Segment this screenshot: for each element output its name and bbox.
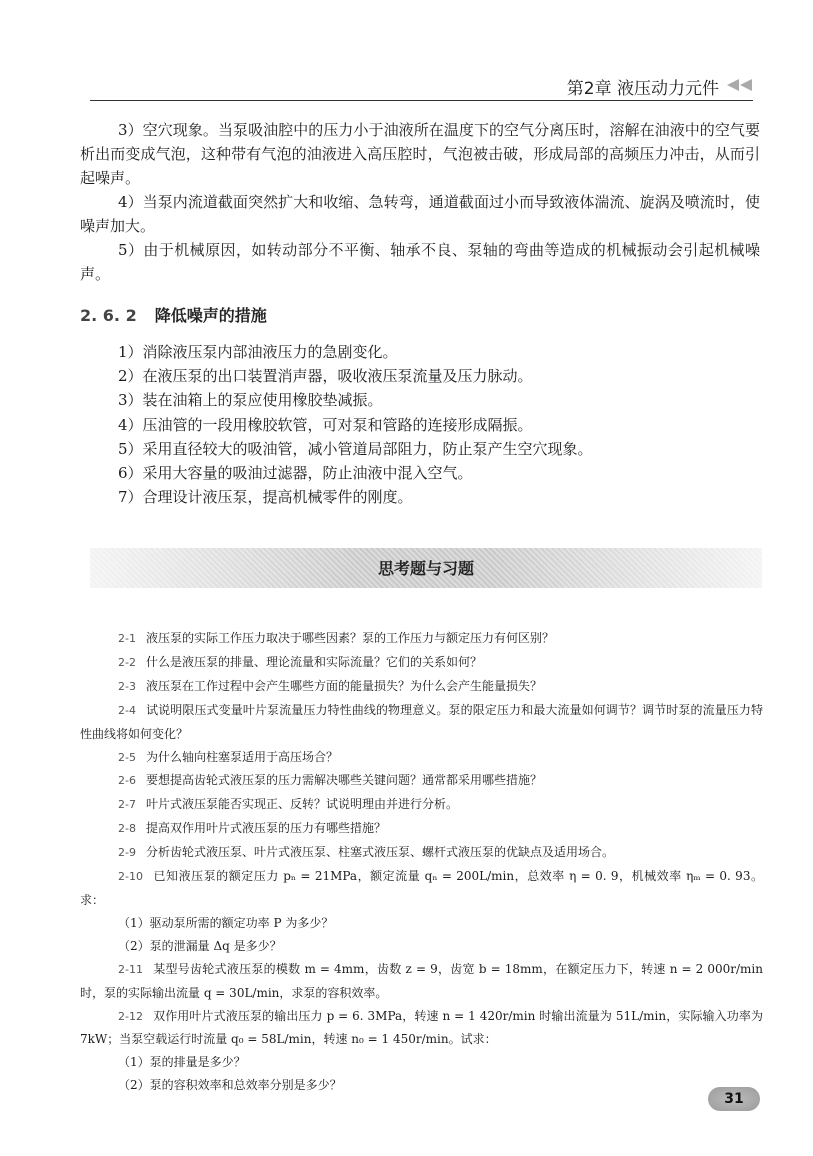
list-item: 5）采用直径较大的吸油管，减小管道局部阻力，防止泵产生空穴现象。 [118,439,593,458]
noise-causes [80,118,760,286]
paragraph: 4）当泵内流道截面突然扩大和收缩、急转弯，通道截面过小而导致液体湍流、旋涡及喷流时，使噪声加大。 [80,193,760,235]
exercise-item [80,817,763,841]
exercise-item [80,865,763,912]
exercise-list [80,627,763,1097]
exercise-number: 2-6 [118,774,136,788]
exercise-item [80,793,763,817]
exercise-text: 液压泵的实际工作压力取决于哪些因素？泵的工作压力与额定压力有何区别？ [145,631,554,645]
exercise-number: 2-11 [118,962,143,976]
section-title: 降低噪声的措施 [154,306,267,325]
exercise-number: 2-2 [118,655,136,669]
exercise-text: 什么是液压泵的排量、理论流量和实际流量？它们的关系如何？ [145,654,482,669]
exercise-text: 液压泵在工作过程中会产生哪些方面的能量损失？为什么会产生能量损失？ [145,678,542,693]
exercise-item [80,627,763,651]
chapter-title: 第2章 液压动力元件 [566,79,719,99]
exercise-number: 2-12 [118,1009,143,1023]
banner-title: 思考题与习题 [377,559,474,578]
exercise-item [80,841,763,865]
exercise-text: 叶片式液压泵能否实现正、反转？试说明理由并进行分析。 [145,797,458,812]
exercise-text: 某型号齿轮式液压泵的模数 m = 4mm，齿数 z = 9，齿宽 b = 18mm，在额定压力下，转速 n = 2 000r/min时，泵的实际输出流量 q = 30L/min，求泵的容积效率。 [80,961,763,1000]
exercise-text: 要想提高齿轮式液压泵的压力需解决哪些关键问题？通常都采用哪些措施？ [145,773,542,788]
exercises-banner [90,548,762,588]
measures-list [118,340,593,509]
list-item: 4）压油管的一段用橡胶软管，可对泵和管路的连接形成隔振。 [118,415,533,434]
section-number: 2. 6. 2 [80,306,137,325]
exercise-item [80,958,763,1005]
exercise-number: 2-10 [118,870,143,884]
exercise-number: 2-9 [118,846,136,860]
double-arrow-left-icon [725,78,753,92]
sub-question: （2）泵的容积效率和总效率分别是多少？ [118,1078,342,1093]
sub-question: （2）泵的泄漏量 Δq 是多少？ [118,938,282,953]
running-header [90,72,753,101]
list-item: 6）采用大容量的吸油过滤器，防止油液中混入空气。 [118,464,473,483]
exercise-text: 分析齿轮式液压泵、叶片式液压泵、柱塞式液压泵、螺杆式液压泵的优缺点及适用场合。 [145,845,614,860]
exercise-item [80,651,763,675]
section-heading [80,303,267,326]
exercise-item [80,699,763,746]
exercise-number: 2-4 [118,703,136,717]
exercise-item [80,746,763,770]
list-item: 2）在液压泵的出口装置消声器，吸收液压泵流量及压力脉动。 [118,367,533,386]
exercise-item [80,1005,763,1052]
page-number: 31 [708,1087,760,1111]
list-item: 1）消除液压泵内部油液压力的急剧变化。 [118,343,398,361]
exercise-number: 2-1 [118,632,136,645]
exercise-text: 试说明限压式变量叶片泵流量压力特性曲线的物理意义。泵的限定压力和最大流量如何调节？调节时泵的流量压力特性曲线将如何变化？ [80,702,763,741]
exercise-number: 2-7 [118,798,136,812]
paragraph: 5）由于机械原因，如转动部分不平衡、轴承不良、泵轴的弯曲等造成的机械振动会引起机械噪声。 [80,241,760,283]
exercise-text: 为什么轴向柱塞泵适用于高压场合？ [145,749,338,764]
exercise-number: 2-5 [118,750,136,764]
exercise-number: 2-3 [118,679,136,693]
paragraph: 3）空穴现象。当泵吸油腔中的压力小于油液所在温度下的空气分离压时，溶解在油液中的空气要析出而变成气泡，这种带有气泡的油液进入高压腔时，气泡被击破，形成局部的高频压力冲击，从而引起噪声。 [80,121,760,187]
exercise-text: 提高双作用叶片式液压泵的压力有哪些措施？ [145,821,386,836]
list-item: 3）装在油箱上的泵应使用橡胶垫减振。 [118,391,383,410]
sub-question: （1）驱动泵所需的额定功率 P 为多少？ [118,915,334,930]
exercise-text: 双作用叶片式液压泵的输出压力 p = 6. 3MPa，转速 n = 1 420r/min 时输出流量为 51L/min，实际输入功率为 7kW；当泵空载运行时流量 q₀ = 58L/min，转速 n₀ = 1 450r/min。试求： [80,1008,763,1047]
exercise-item [80,769,763,793]
sub-question: （1）泵的排量是多少？ [118,1055,246,1070]
exercise-text: 已知液压泵的额定压力 pₙ = 21MPa，额定流量 qₙ = 200L/min，总效率 η = 0. 9，机械效率 ηₘ = 0. 93。求： [80,869,763,907]
list-item: 7）合理设计液压泵，提高机械零件的刚度。 [118,488,413,507]
exercise-item [80,675,763,699]
exercise-number: 2-8 [118,822,136,836]
